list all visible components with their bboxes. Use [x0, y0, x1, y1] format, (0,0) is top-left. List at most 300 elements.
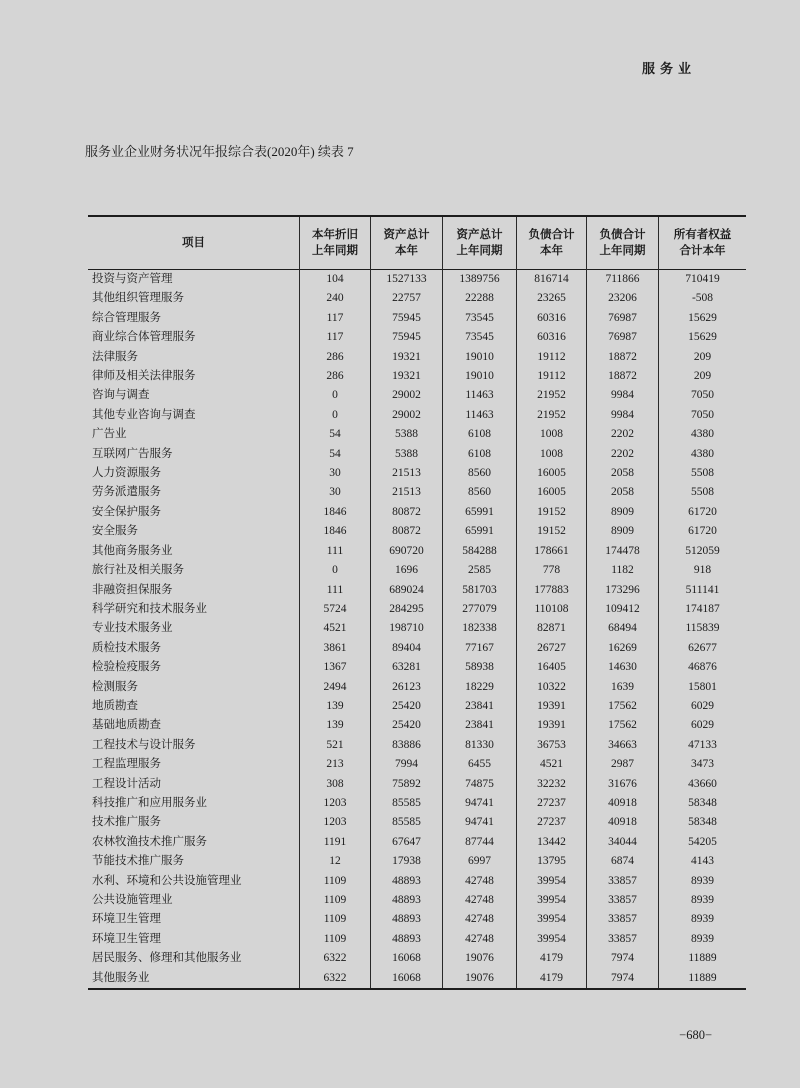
cell-value: 48893: [371, 910, 443, 929]
cell-value: 9984: [587, 386, 659, 405]
cell-value: 39954: [517, 872, 587, 891]
cell-value: 8560: [443, 464, 517, 483]
cell-value: 39954: [517, 930, 587, 949]
table-row: [88, 425, 746, 444]
cell-value: 4179: [517, 969, 587, 989]
cell-value: 1367: [300, 658, 371, 677]
cell-value: 1109: [300, 891, 371, 910]
cell-value: 61720: [659, 503, 747, 522]
row-label: 安全服务: [92, 525, 138, 538]
cell-value: 4521: [300, 619, 371, 638]
table-row: [88, 872, 746, 891]
cell-value: 581703: [443, 581, 517, 600]
table-row: [88, 348, 746, 367]
cell-value: 1846: [300, 503, 371, 522]
cell-value: 94741: [443, 794, 517, 813]
cell-value: 25420: [371, 716, 443, 735]
cell-value: 31676: [587, 775, 659, 794]
row-label: 检验检疫服务: [92, 661, 161, 674]
cell-value: 75945: [371, 328, 443, 347]
cell-value: 75945: [371, 309, 443, 328]
cell-value: 11889: [659, 969, 747, 989]
cell-value: 7050: [659, 386, 747, 405]
cell-value: 89404: [371, 639, 443, 658]
cell-value: 198710: [371, 619, 443, 638]
cell-value: 104: [300, 270, 371, 290]
running-head: 服务业: [641, 61, 696, 76]
row-label: 工程监理服务: [92, 758, 161, 771]
cell-value: 18229: [443, 678, 517, 697]
cell-value: 117: [300, 309, 371, 328]
cell-value: 1109: [300, 930, 371, 949]
cell-value: 32232: [517, 775, 587, 794]
cell-value: 5388: [371, 445, 443, 464]
row-label: 其他专业咨询与调查: [92, 408, 196, 421]
cell-value: 512059: [659, 542, 747, 561]
cell-value: 82871: [517, 619, 587, 638]
cell-value: 48893: [371, 872, 443, 891]
cell-value: 8909: [587, 503, 659, 522]
table-row: [88, 852, 746, 871]
cell-value: 182338: [443, 619, 517, 638]
cell-value: 40918: [587, 813, 659, 832]
cell-value: 17562: [587, 697, 659, 716]
cell-value: 23265: [517, 289, 587, 308]
table-row: [88, 464, 746, 483]
table-row: [88, 522, 746, 541]
cell-value: 209: [659, 348, 747, 367]
cell-value: 54: [300, 425, 371, 444]
cell-value: 87744: [443, 833, 517, 852]
row-label: 商业综合体管理服务: [92, 331, 196, 344]
cell-value: 22288: [443, 289, 517, 308]
row-label: 律师及相关法律服务: [92, 370, 196, 383]
row-label: 检测服务: [92, 680, 138, 693]
table-row: [88, 581, 746, 600]
row-label: 专业技术服务业: [92, 622, 173, 635]
table-row: [88, 445, 746, 464]
table-row: [88, 930, 746, 949]
table-row: [88, 775, 746, 794]
cell-value: 47133: [659, 736, 747, 755]
cell-value: 36753: [517, 736, 587, 755]
cell-value: 174187: [659, 600, 747, 619]
cell-value: 1008: [517, 445, 587, 464]
cell-value: 286: [300, 348, 371, 367]
cell-value: 0: [300, 406, 371, 425]
cell-value: 8939: [659, 930, 747, 949]
cell-value: 711866: [587, 270, 659, 290]
row-label: 安全保护服务: [92, 505, 161, 518]
cell-value: -508: [659, 289, 747, 308]
cell-value: 8939: [659, 872, 747, 891]
cell-value: 1109: [300, 872, 371, 891]
cell-value: 6322: [300, 949, 371, 968]
row-label: 居民服务、修理和其他服务业: [92, 952, 242, 965]
row-label: 咨询与调查: [92, 389, 150, 402]
cell-value: 76987: [587, 309, 659, 328]
row-label: 其他服务业: [92, 971, 150, 984]
row-label: 法律服务: [92, 350, 138, 363]
cell-value: 1527133: [371, 270, 443, 290]
cell-value: 13795: [517, 852, 587, 871]
cell-value: 58348: [659, 794, 747, 813]
cell-value: 80872: [371, 503, 443, 522]
header-row: [88, 216, 746, 270]
cell-value: 2058: [587, 483, 659, 502]
cell-value: 690720: [371, 542, 443, 561]
cell-value: 8939: [659, 910, 747, 929]
cell-value: 25420: [371, 697, 443, 716]
cell-value: 6322: [300, 969, 371, 989]
cell-value: 6997: [443, 852, 517, 871]
cell-value: 85585: [371, 794, 443, 813]
cell-value: 286: [300, 367, 371, 386]
cell-value: 6029: [659, 697, 747, 716]
cell-value: 23206: [587, 289, 659, 308]
cell-value: 15629: [659, 309, 747, 328]
cell-value: 7994: [371, 755, 443, 774]
column-header: 负债合计 上年同期: [587, 216, 659, 270]
cell-value: 11463: [443, 386, 517, 405]
cell-value: 16068: [371, 949, 443, 968]
table-row: [88, 813, 746, 832]
cell-value: 6108: [443, 425, 517, 444]
table-row: [88, 328, 746, 347]
cell-value: 1109: [300, 910, 371, 929]
cell-value: 65991: [443, 503, 517, 522]
cell-value: 85585: [371, 813, 443, 832]
row-label: 节能技术推广服务: [92, 855, 184, 868]
cell-value: 6029: [659, 716, 747, 735]
cell-value: 16269: [587, 639, 659, 658]
cell-value: 109412: [587, 600, 659, 619]
cell-value: 12: [300, 852, 371, 871]
cell-value: 61720: [659, 522, 747, 541]
cell-value: 710419: [659, 270, 747, 290]
cell-value: 2494: [300, 678, 371, 697]
cell-value: 94741: [443, 813, 517, 832]
cell-value: 73545: [443, 309, 517, 328]
cell-value: 1191: [300, 833, 371, 852]
row-label: 旅行社及相关服务: [92, 564, 184, 577]
cell-value: 19391: [517, 716, 587, 735]
cell-value: 42748: [443, 930, 517, 949]
cell-value: 27237: [517, 794, 587, 813]
cell-value: 10322: [517, 678, 587, 697]
cell-value: 68494: [587, 619, 659, 638]
cell-value: 33857: [587, 930, 659, 949]
cell-value: 73545: [443, 328, 517, 347]
table-row: [88, 386, 746, 405]
cell-value: 2202: [587, 445, 659, 464]
cell-value: 33857: [587, 872, 659, 891]
column-header: 本年折旧 上年同期: [300, 216, 371, 270]
table-row: [88, 483, 746, 502]
row-label: 其他商务服务业: [92, 544, 173, 557]
table-row: [88, 639, 746, 658]
cell-value: 5508: [659, 464, 747, 483]
cell-value: 19112: [517, 348, 587, 367]
row-label: 劳务派遣服务: [92, 486, 161, 499]
table-row: [88, 619, 746, 638]
cell-value: 511141: [659, 581, 747, 600]
cell-value: 19391: [517, 697, 587, 716]
cell-value: 1182: [587, 561, 659, 580]
cell-value: 2058: [587, 464, 659, 483]
cell-value: 15629: [659, 328, 747, 347]
row-label: 科学研究和技术服务业: [92, 602, 207, 615]
cell-value: 19010: [443, 367, 517, 386]
row-label: 技术推广服务: [92, 816, 161, 829]
cell-value: 689024: [371, 581, 443, 600]
cell-value: 0: [300, 561, 371, 580]
row-label: 广告业: [92, 428, 127, 441]
financial-table: [88, 215, 746, 990]
cell-value: 16405: [517, 658, 587, 677]
cell-value: 23841: [443, 697, 517, 716]
cell-value: 8939: [659, 891, 747, 910]
cell-value: 11463: [443, 406, 517, 425]
cell-value: 918: [659, 561, 747, 580]
cell-value: 521: [300, 736, 371, 755]
cell-value: 75892: [371, 775, 443, 794]
page-number: −680−: [679, 1028, 712, 1042]
cell-value: 139: [300, 697, 371, 716]
cell-value: 4179: [517, 949, 587, 968]
table-row: [88, 270, 746, 290]
cell-value: 117: [300, 328, 371, 347]
table-row: [88, 736, 746, 755]
cell-value: 284295: [371, 600, 443, 619]
table-header: [88, 216, 746, 270]
cell-value: 34663: [587, 736, 659, 755]
cell-value: 19112: [517, 367, 587, 386]
doc-title: 服务业企业财务状况年报综合表(2020年) 续表 7: [85, 144, 354, 159]
cell-value: 42748: [443, 910, 517, 929]
cell-value: 16005: [517, 483, 587, 502]
cell-value: 240: [300, 289, 371, 308]
table-row: [88, 716, 746, 735]
cell-value: 8909: [587, 522, 659, 541]
cell-value: 139: [300, 716, 371, 735]
cell-value: 9984: [587, 406, 659, 425]
table-body: [88, 270, 746, 990]
cell-value: 18872: [587, 367, 659, 386]
cell-value: 1846: [300, 522, 371, 541]
cell-value: 4380: [659, 445, 747, 464]
table-row: [88, 833, 746, 852]
table-row: [88, 910, 746, 929]
cell-value: 22757: [371, 289, 443, 308]
table-row: [88, 678, 746, 697]
cell-value: 16005: [517, 464, 587, 483]
cell-value: 5388: [371, 425, 443, 444]
cell-value: 34044: [587, 833, 659, 852]
cell-value: 5724: [300, 600, 371, 619]
cell-value: 7974: [587, 969, 659, 989]
cell-value: 2987: [587, 755, 659, 774]
cell-value: 58938: [443, 658, 517, 677]
row-label: 科技推广和应用服务业: [92, 796, 207, 809]
cell-value: 76987: [587, 328, 659, 347]
row-label: 其他组织管理服务: [92, 292, 184, 305]
table-row: [88, 949, 746, 968]
cell-value: 26123: [371, 678, 443, 697]
table-row: [88, 542, 746, 561]
row-label: 工程技术与设计服务: [92, 738, 196, 751]
column-header: 负债合计 本年: [517, 216, 587, 270]
cell-value: 177883: [517, 581, 587, 600]
table-row: [88, 309, 746, 328]
cell-value: 81330: [443, 736, 517, 755]
row-label: 环境卫生管理: [92, 932, 161, 945]
cell-value: 29002: [371, 406, 443, 425]
cell-value: 4521: [517, 755, 587, 774]
cell-value: 1696: [371, 561, 443, 580]
cell-value: 11889: [659, 949, 747, 968]
cell-value: 6108: [443, 445, 517, 464]
row-label: 质检技术服务: [92, 641, 161, 654]
table-row: [88, 755, 746, 774]
cell-value: 7050: [659, 406, 747, 425]
cell-value: 16068: [371, 969, 443, 989]
row-label: 水利、环境和公共设施管理业: [92, 874, 242, 887]
cell-value: 8560: [443, 483, 517, 502]
cell-value: 21952: [517, 386, 587, 405]
cell-value: 67647: [371, 833, 443, 852]
table-row: [88, 367, 746, 386]
cell-value: 816714: [517, 270, 587, 290]
row-label: 投资与资产管理: [92, 273, 173, 285]
cell-value: 778: [517, 561, 587, 580]
cell-value: 0: [300, 386, 371, 405]
cell-value: 33857: [587, 910, 659, 929]
cell-value: 23841: [443, 716, 517, 735]
cell-value: 6874: [587, 852, 659, 871]
row-label: 人力资源服务: [92, 467, 161, 480]
cell-value: 1203: [300, 813, 371, 832]
column-header: 资产总计 上年同期: [443, 216, 517, 270]
cell-value: 62677: [659, 639, 747, 658]
cell-value: 42748: [443, 872, 517, 891]
column-header: 项目: [182, 237, 205, 249]
cell-value: 60316: [517, 309, 587, 328]
row-label: 基础地质勘查: [92, 719, 161, 732]
cell-value: 5508: [659, 483, 747, 502]
table-row: [88, 658, 746, 677]
cell-value: 111: [300, 581, 371, 600]
cell-value: 19321: [371, 367, 443, 386]
cell-value: 173296: [587, 581, 659, 600]
row-label: 环境卫生管理: [92, 913, 161, 926]
cell-value: 30: [300, 483, 371, 502]
cell-value: 213: [300, 755, 371, 774]
cell-value: 2585: [443, 561, 517, 580]
cell-value: 77167: [443, 639, 517, 658]
cell-value: 48893: [371, 930, 443, 949]
cell-value: 277079: [443, 600, 517, 619]
cell-value: 43660: [659, 775, 747, 794]
cell-value: 4143: [659, 852, 747, 871]
cell-value: 19321: [371, 348, 443, 367]
cell-value: 17938: [371, 852, 443, 871]
cell-value: 209: [659, 367, 747, 386]
cell-value: 17562: [587, 716, 659, 735]
row-label: 工程设计活动: [92, 777, 161, 790]
cell-value: 4380: [659, 425, 747, 444]
cell-value: 111: [300, 542, 371, 561]
cell-value: 21513: [371, 483, 443, 502]
cell-value: 65991: [443, 522, 517, 541]
cell-value: 110108: [517, 600, 587, 619]
cell-value: 63281: [371, 658, 443, 677]
cell-value: 21952: [517, 406, 587, 425]
cell-value: 19152: [517, 522, 587, 541]
cell-value: 27237: [517, 813, 587, 832]
cell-value: 54: [300, 445, 371, 464]
cell-value: 18872: [587, 348, 659, 367]
cell-value: 3861: [300, 639, 371, 658]
row-label: 综合管理服务: [92, 311, 161, 324]
cell-value: 1008: [517, 425, 587, 444]
cell-value: 54205: [659, 833, 747, 852]
cell-value: 74875: [443, 775, 517, 794]
cell-value: 1389756: [443, 270, 517, 290]
cell-value: 3473: [659, 755, 747, 774]
cell-value: 13442: [517, 833, 587, 852]
cell-value: 83886: [371, 736, 443, 755]
cell-value: 29002: [371, 386, 443, 405]
row-label: 农林牧渔技术推广服务: [92, 835, 207, 848]
cell-value: 15801: [659, 678, 747, 697]
cell-value: 7974: [587, 949, 659, 968]
table-row: [88, 697, 746, 716]
cell-value: 30: [300, 464, 371, 483]
cell-value: 584288: [443, 542, 517, 561]
cell-value: 19010: [443, 348, 517, 367]
table-row: [88, 289, 746, 308]
cell-value: 19076: [443, 969, 517, 989]
cell-value: 42748: [443, 891, 517, 910]
row-label: 互联网广告服务: [92, 447, 173, 460]
cell-value: 178661: [517, 542, 587, 561]
cell-value: 115839: [659, 619, 747, 638]
cell-value: 21513: [371, 464, 443, 483]
table-container: [88, 215, 732, 990]
cell-value: 174478: [587, 542, 659, 561]
row-label: 非融资担保服务: [92, 583, 173, 596]
table-row: [88, 969, 746, 989]
column-header: 资产总计 本年: [371, 216, 443, 270]
cell-value: 308: [300, 775, 371, 794]
cell-value: 80872: [371, 522, 443, 541]
cell-value: 58348: [659, 813, 747, 832]
cell-value: 2202: [587, 425, 659, 444]
cell-value: 60316: [517, 328, 587, 347]
cell-value: 19152: [517, 503, 587, 522]
cell-value: 33857: [587, 891, 659, 910]
cell-value: 6455: [443, 755, 517, 774]
table-row: [88, 794, 746, 813]
row-label: 公共设施管理业: [92, 894, 173, 906]
column-header: 所有者权益 合计本年: [659, 216, 747, 270]
table-row: [88, 600, 746, 619]
table-row: [88, 503, 746, 522]
cell-value: 46876: [659, 658, 747, 677]
cell-value: 40918: [587, 794, 659, 813]
cell-value: 39954: [517, 891, 587, 910]
